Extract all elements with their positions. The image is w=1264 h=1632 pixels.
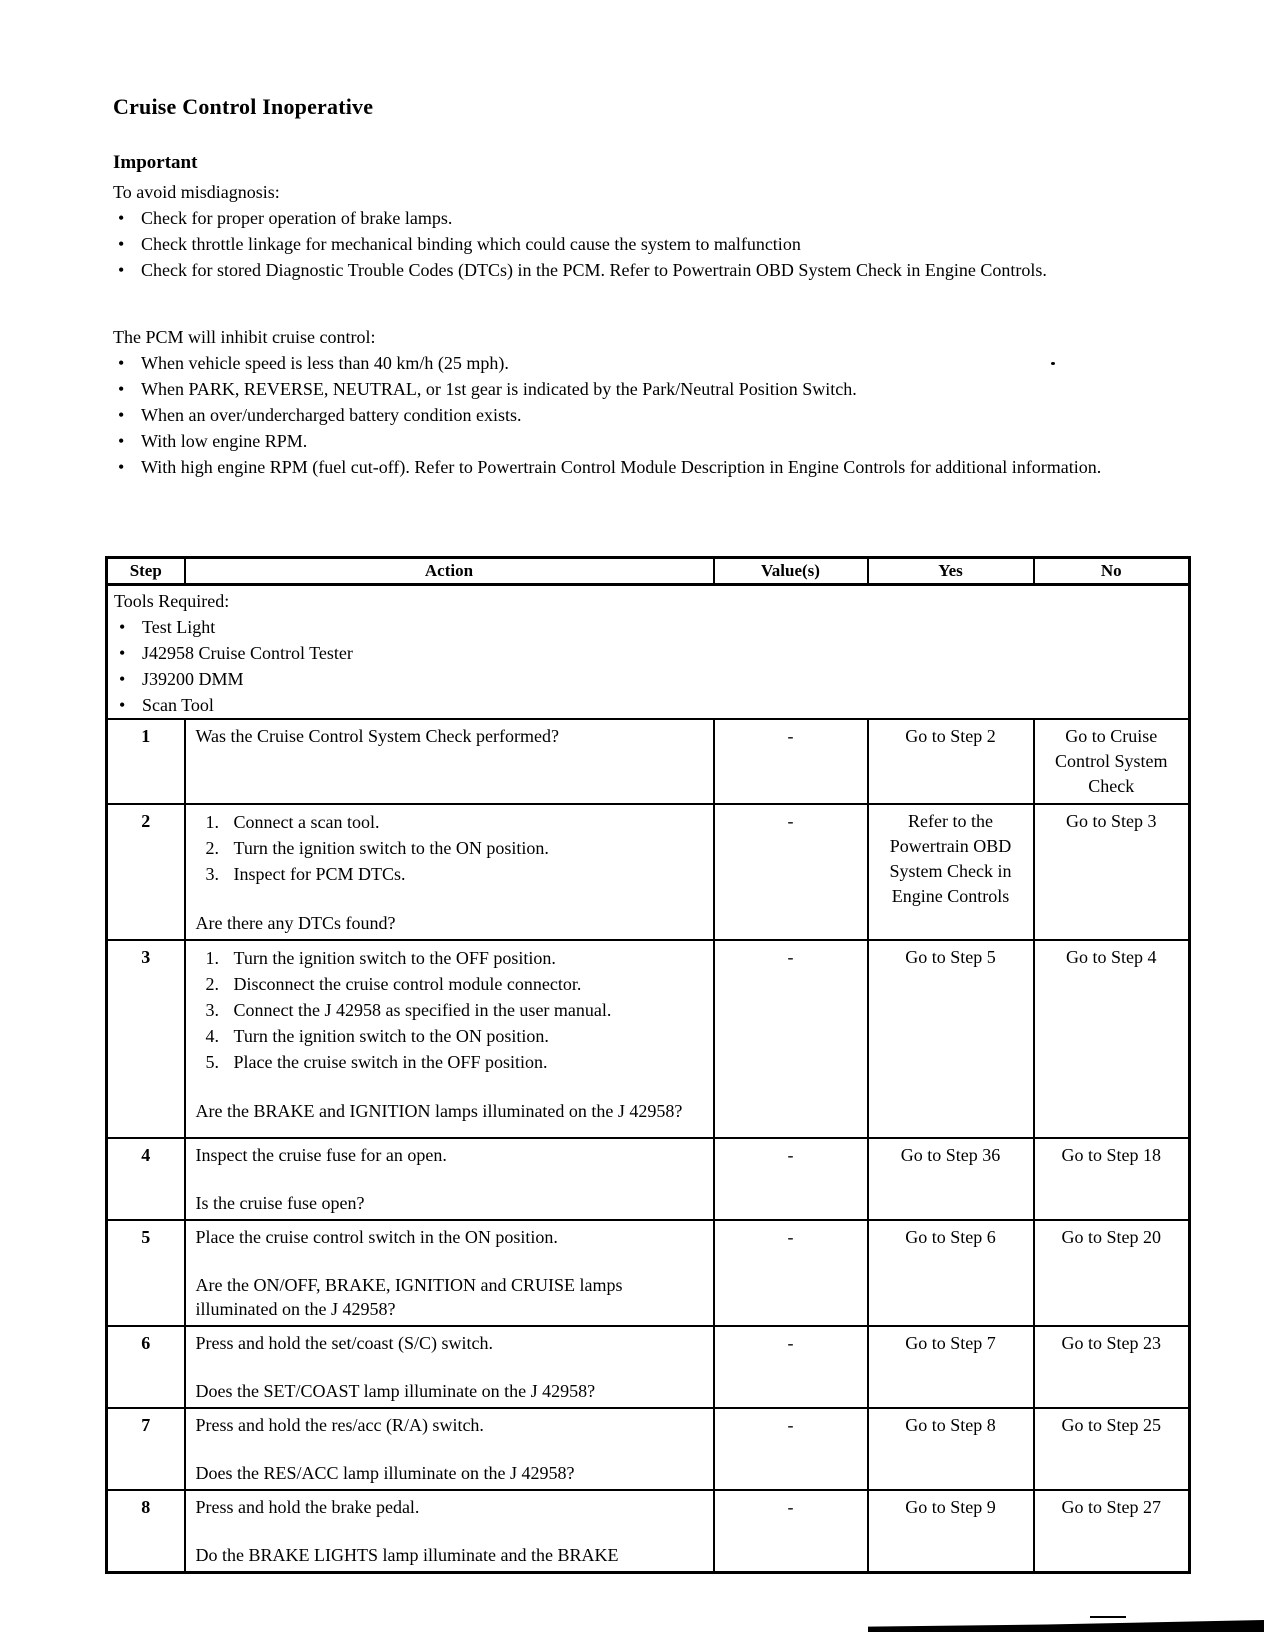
no-cell: Go to Step 20 bbox=[1034, 1220, 1190, 1326]
list-item: • J39200 DMM bbox=[114, 666, 1104, 692]
step-number: 5 bbox=[107, 1220, 185, 1326]
list-item: • Test Light bbox=[114, 614, 1104, 640]
column-header-action: Action bbox=[185, 558, 714, 585]
list-item: • With low engine RPM. bbox=[113, 428, 1103, 454]
scan-tick-artifact bbox=[1090, 1616, 1126, 1618]
tools-required-row bbox=[107, 585, 1190, 720]
table-row bbox=[107, 1408, 1190, 1490]
important-bullet-list bbox=[113, 205, 1103, 283]
no-cell: Go to Step 25 bbox=[1034, 1408, 1190, 1490]
step-number: 4 bbox=[107, 1138, 185, 1220]
yes-cell: Go to Step 9 bbox=[868, 1490, 1034, 1573]
yes-cell: Go to Step 7 bbox=[868, 1326, 1034, 1408]
important-intro: To avoid misdiagnosis: bbox=[113, 182, 280, 202]
action-question: Do the BRAKE LIGHTS lamp illuminate and the BRAKE bbox=[195, 1545, 619, 1565]
value-cell: - bbox=[714, 1408, 868, 1490]
scan-black-bar-artifact bbox=[868, 1620, 1264, 1632]
list-item: • J42958 Cruise Control Tester bbox=[114, 640, 1104, 666]
action-numbered-list bbox=[196, 945, 703, 1075]
table-header-row bbox=[107, 558, 1190, 585]
list-item: Inspect for PCM DTCs. bbox=[233, 864, 406, 884]
table-row bbox=[107, 1220, 1190, 1326]
action-cell bbox=[185, 1220, 714, 1326]
scan-speck-artifact bbox=[1051, 362, 1055, 365]
list-item: • When an over/undercharged battery condition exists. bbox=[113, 402, 1103, 428]
list-item: • Scan Tool bbox=[114, 692, 1104, 718]
list-item: Turn the ignition switch to the OFF position. bbox=[233, 948, 556, 968]
list-item: Turn the ignition switch to the ON position. bbox=[233, 1026, 549, 1046]
diagnostic-table bbox=[105, 556, 1191, 1574]
yes-cell: Go to Step 6 bbox=[868, 1220, 1034, 1326]
action-text: Place the cruise control switch in the ON position. bbox=[195, 1227, 558, 1247]
value-cell: - bbox=[714, 1326, 868, 1408]
page-title: Cruise Control Inoperative bbox=[113, 94, 374, 119]
step-number: 8 bbox=[107, 1490, 185, 1573]
action-text: Press and hold the res/acc (R/A) switch. bbox=[195, 1415, 484, 1435]
no-cell: Go to Step 18 bbox=[1034, 1138, 1190, 1220]
list-item: Place the cruise switch in the OFF position. bbox=[233, 1052, 548, 1072]
action-numbered-list bbox=[196, 809, 703, 887]
table-row bbox=[107, 940, 1190, 1138]
action-text: Press and hold the set/coast (S/C) switch. bbox=[195, 1333, 493, 1353]
action-text: Inspect the cruise fuse for an open. bbox=[195, 1145, 447, 1165]
list-item: • With high engine RPM (fuel cut-off). Refer to Powertrain Control Module Description in Engine Controls for additional information. bbox=[113, 454, 1103, 480]
column-header-step: Step bbox=[107, 558, 185, 585]
action-question: Does the SET/COAST lamp illuminate on the J 42958? bbox=[195, 1381, 596, 1401]
yes-cell: Refer to the Powertrain OBD System Check in Engine Controls bbox=[868, 804, 1034, 940]
tools-required-label: Tools Required: bbox=[114, 591, 230, 611]
no-cell: Go to Step 4 bbox=[1034, 940, 1190, 1138]
action-question: Are the ON/OFF, BRAKE, IGNITION and CRUISE lamps illuminated on the J 42958? bbox=[195, 1275, 623, 1319]
value-cell: - bbox=[714, 940, 868, 1138]
action-text: Was the Cruise Control System Check performed? bbox=[195, 726, 559, 746]
no-cell: Go to Cruise Control System Check bbox=[1034, 719, 1190, 804]
step-number: 7 bbox=[107, 1408, 185, 1490]
pcm-intro: The PCM will inhibit cruise control: bbox=[113, 327, 376, 347]
step-number: 1 bbox=[107, 719, 185, 804]
yes-cell: Go to Step 5 bbox=[868, 940, 1034, 1138]
yes-cell: Go to Step 2 bbox=[868, 719, 1034, 804]
action-cell bbox=[185, 1408, 714, 1490]
action-question: Are there any DTCs found? bbox=[195, 913, 396, 933]
important-heading: Important bbox=[113, 152, 198, 173]
no-cell: Go to Step 23 bbox=[1034, 1326, 1190, 1408]
action-cell bbox=[185, 719, 714, 804]
table-row bbox=[107, 1326, 1190, 1408]
pcm-bullet-list bbox=[113, 350, 1103, 480]
no-cell: Go to Step 3 bbox=[1034, 804, 1190, 940]
column-header-yes: Yes bbox=[868, 558, 1034, 585]
action-cell bbox=[185, 1490, 714, 1573]
list-item: • When vehicle speed is less than 40 km/h (25 mph). bbox=[113, 350, 1103, 376]
action-text: Press and hold the brake pedal. bbox=[195, 1497, 420, 1517]
step-number: 3 bbox=[107, 940, 185, 1138]
list-item: Connect a scan tool. bbox=[233, 812, 380, 832]
list-item: • Check throttle linkage for mechanical binding which could cause the system to malfunction bbox=[113, 231, 1103, 257]
yes-cell: Go to Step 36 bbox=[868, 1138, 1034, 1220]
action-question: Is the cruise fuse open? bbox=[195, 1193, 365, 1213]
yes-cell: Go to Step 8 bbox=[868, 1408, 1034, 1490]
list-item: Connect the J 42958 as specified in the user manual. bbox=[233, 1000, 612, 1020]
value-cell: - bbox=[714, 1490, 868, 1573]
no-cell: Go to Step 27 bbox=[1034, 1490, 1190, 1573]
action-cell bbox=[185, 804, 714, 940]
action-question: Does the RES/ACC lamp illuminate on the J 42958? bbox=[195, 1463, 575, 1483]
action-question: Are the BRAKE and IGNITION lamps illuminated on the J 42958? bbox=[195, 1101, 683, 1121]
important-section bbox=[113, 151, 1125, 283]
table-row bbox=[107, 804, 1190, 940]
value-cell: - bbox=[714, 804, 868, 940]
action-cell bbox=[185, 1138, 714, 1220]
list-item: • When PARK, REVERSE, NEUTRAL, or 1st gear is indicated by the Park/Neutral Position Switch. bbox=[113, 376, 1103, 402]
action-cell bbox=[185, 1326, 714, 1408]
step-number: 2 bbox=[107, 804, 185, 940]
table-row bbox=[107, 719, 1190, 804]
tools-required-cell bbox=[107, 585, 1190, 720]
step-number: 6 bbox=[107, 1326, 185, 1408]
value-cell: - bbox=[714, 1138, 868, 1220]
list-item: • Check for stored Diagnostic Trouble Codes (DTCs) in the PCM. Refer to Powertrain OBD System Check in Engine Controls. bbox=[113, 257, 1103, 283]
value-cell: - bbox=[714, 1220, 868, 1326]
list-item: Turn the ignition switch to the ON position. bbox=[233, 838, 549, 858]
pcm-inhibit-section bbox=[113, 324, 1125, 480]
action-cell bbox=[185, 940, 714, 1138]
table-row bbox=[107, 1138, 1190, 1220]
column-header-no: No bbox=[1034, 558, 1190, 585]
column-header-values: Value(s) bbox=[714, 558, 868, 585]
tools-list bbox=[114, 614, 1104, 718]
list-item: Disconnect the cruise control module connector. bbox=[233, 974, 582, 994]
table-row bbox=[107, 1490, 1190, 1573]
list-item: • Check for proper operation of brake lamps. bbox=[113, 205, 1103, 231]
value-cell: - bbox=[714, 719, 868, 804]
